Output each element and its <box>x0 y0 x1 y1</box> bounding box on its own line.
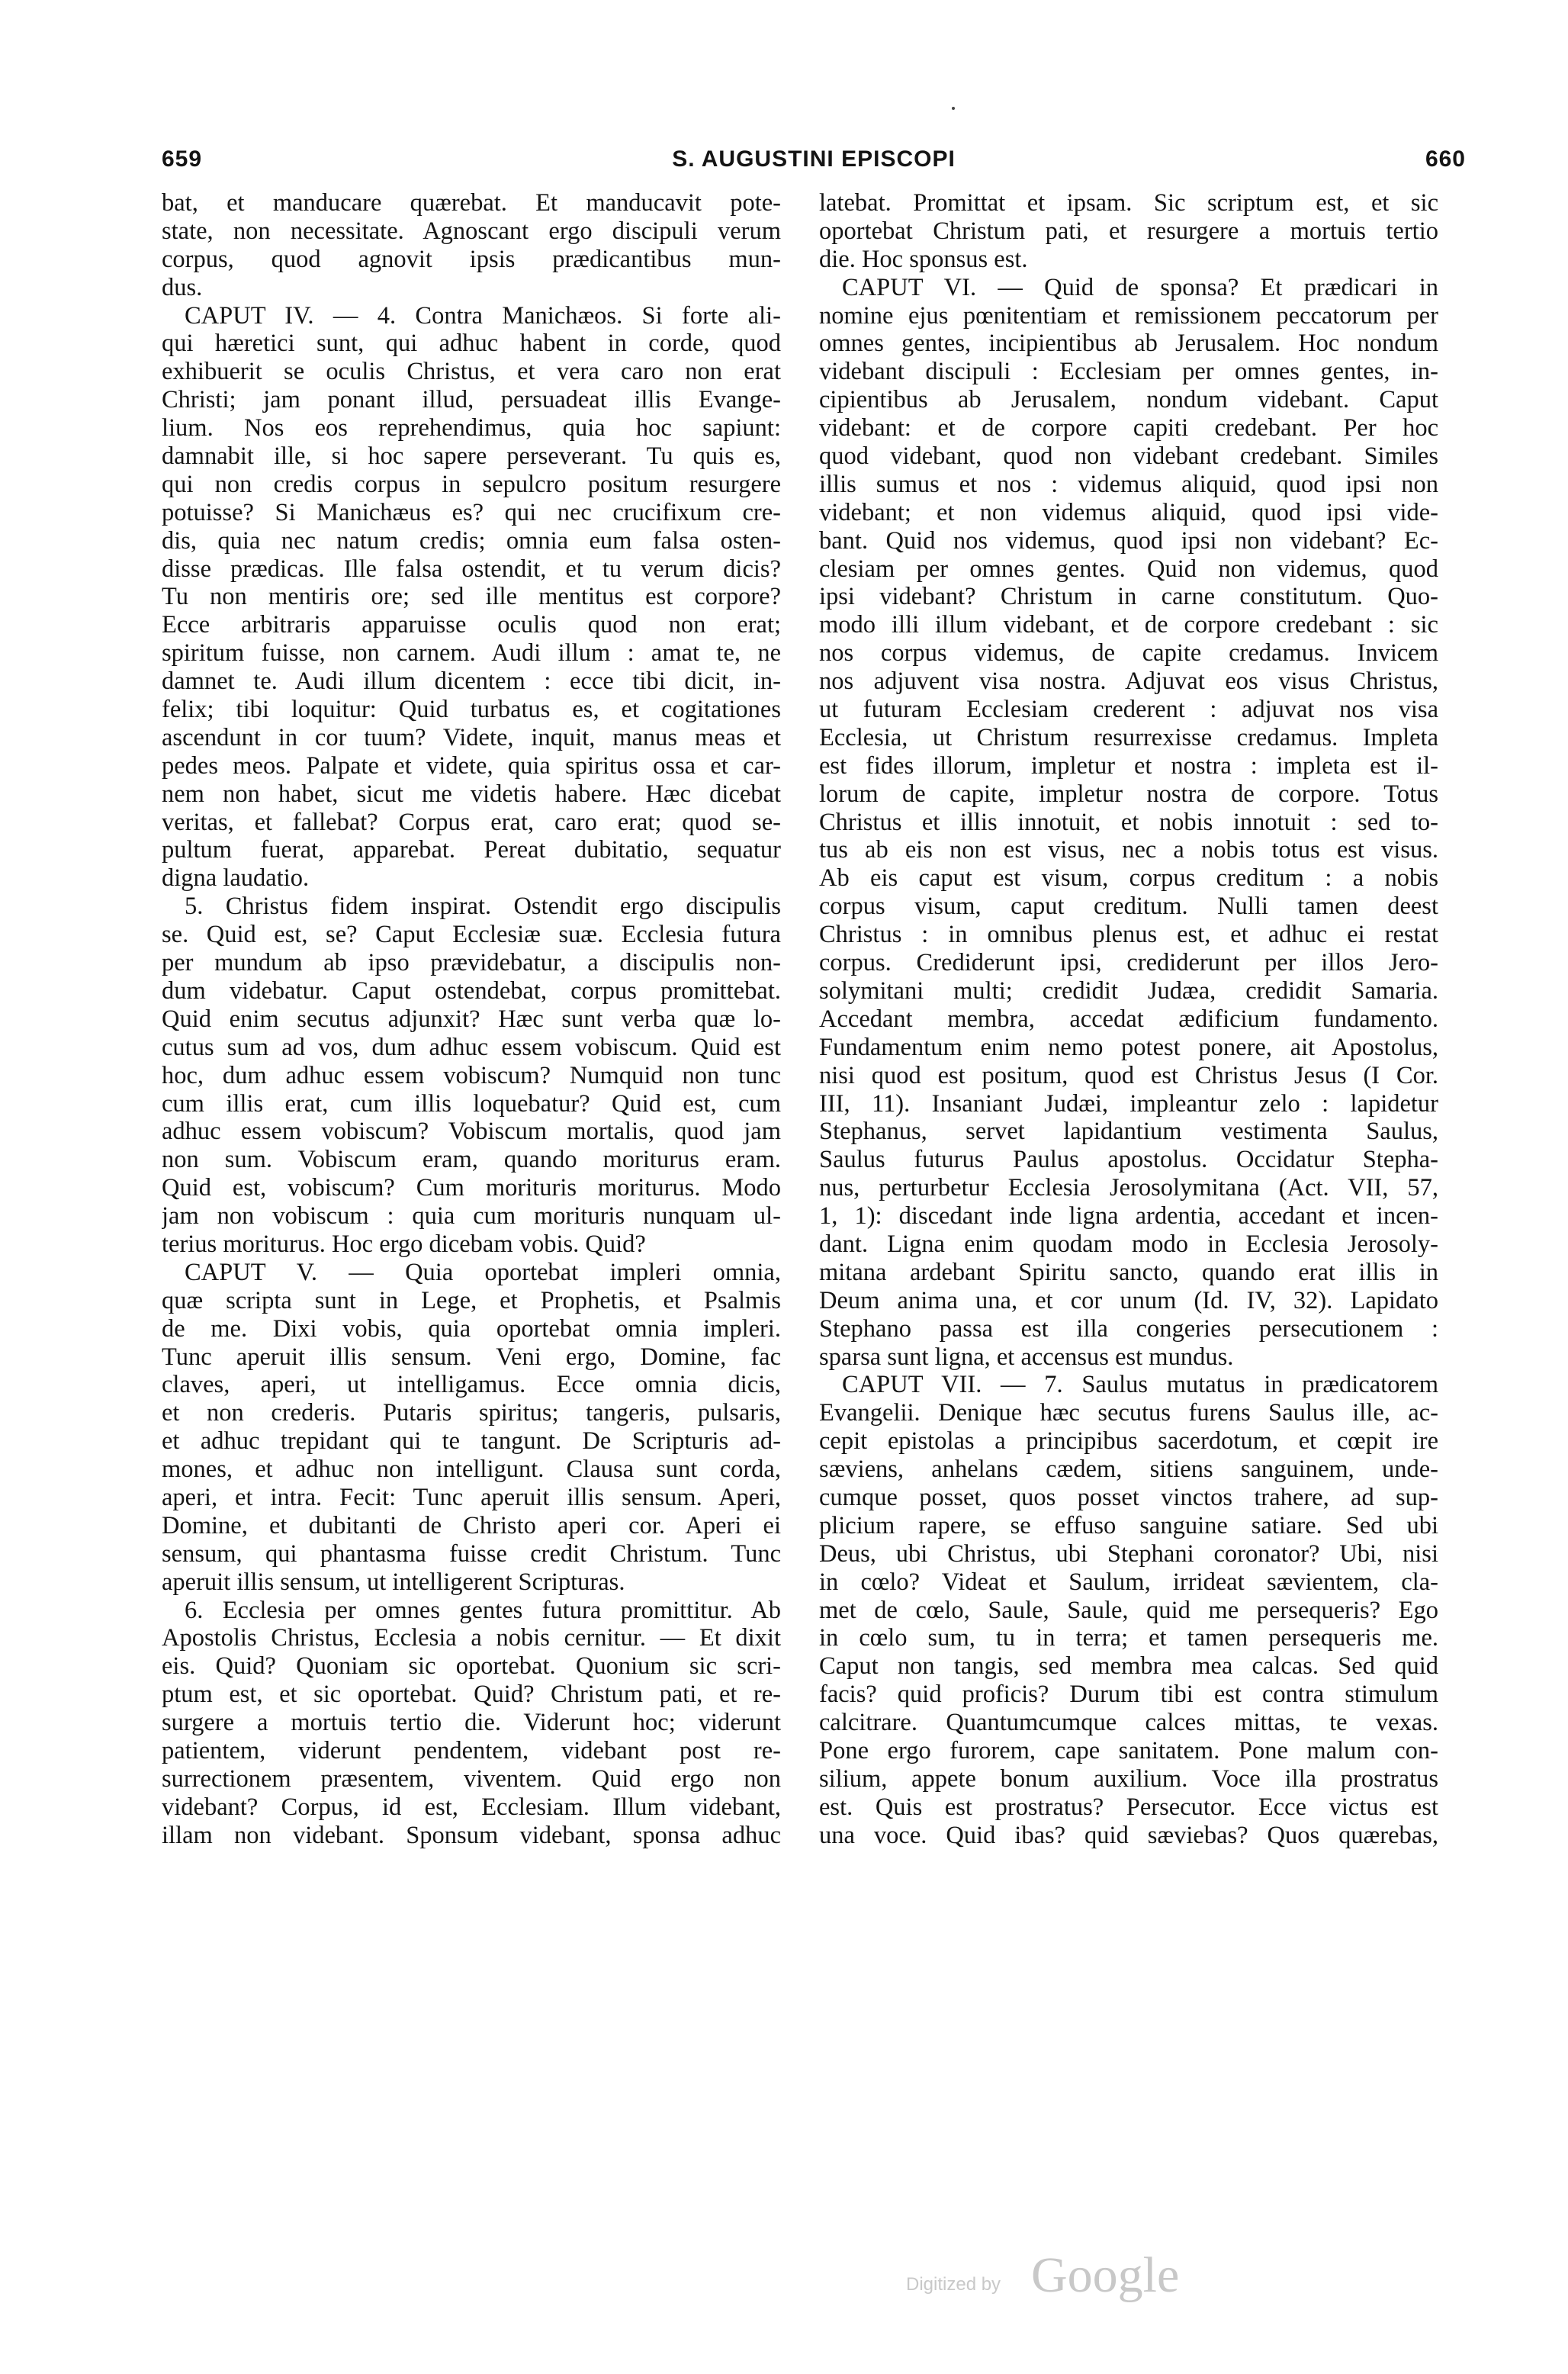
text-line: Pone ergo furorem, cape sanitatem. Pone malum con- <box>819 1736 1438 1764</box>
right-page-number: 660 <box>1425 146 1466 172</box>
text-line: veritas, et fallebat? Corpus erat, caro erat; quod se- <box>162 808 781 836</box>
text-line: corpus, quod agnovit ipsis prædicantibus mun- <box>162 245 781 273</box>
text-line: facis? quid proficis? Durum tibi est contra stimulum <box>819 1681 1438 1709</box>
text-line: pedes meos. Palpate et videte, quia spiritus ossa et car- <box>162 751 781 780</box>
text-line: Christus : in omnibus plenus est, et adhuc ei restat <box>819 921 1438 949</box>
text-line: lorum de capite, impletur nostra de corpore. Totus <box>819 780 1438 808</box>
text-line: dum videbatur. Caput ostendebat, corpus promittebat. <box>162 976 781 1005</box>
text-line: CAPUT V. — Quia oportebat impleri omnia, <box>185 1258 781 1286</box>
text-line: clesiam per omnes gentes. Quid non videmus, quod <box>819 555 1438 583</box>
text-line: 1, 1): discedant inde ligna ardentia, accedant et incen- <box>819 1202 1438 1230</box>
text-line: patientem, viderunt pendentem, videbant post re- <box>162 1736 781 1764</box>
text-line: calcitrare. Quantumcumque calces mittas, te vexas. <box>819 1709 1438 1737</box>
google-logo: Google <box>1031 2247 1180 2303</box>
text-line: modo illi illum videbant, et de corpore credebant : sic <box>819 611 1438 639</box>
text-line: 6. Ecclesia per omnes gentes futura promittitur. Ab <box>185 1596 781 1624</box>
text-line: videbant: et de corpore capiti credebant. Per hoc <box>819 414 1438 442</box>
text-line: adhuc essem vobiscum? Vobiscum mortalis, quod jam <box>162 1118 781 1146</box>
text-line: qui non credis corpus in sepulcro positum resurgere <box>162 470 781 498</box>
text-line: quæ scripta sunt in Lege, et Prophetis, et Psalmis <box>162 1286 781 1314</box>
text-line: Christus et illis innotuit, et nobis innotuit : sed to- <box>819 808 1438 836</box>
text-line: dus. <box>162 273 203 301</box>
text-line: bant. Quid nos videmus, quod ipsi non videbant? Ec- <box>819 526 1438 555</box>
digitized-by-text: Digitized by <box>906 2274 1001 2295</box>
text-line: spiritum fuisse, non carnem. Audi illum : amat te, ne <box>162 639 781 667</box>
text-line: videbant? Corpus, id est, Ecclesiam. Illum videbant, <box>162 1793 781 1821</box>
text-line: Fundamentum enim nemo potest ponere, ait Apostolus, <box>819 1033 1438 1061</box>
text-line: bat, et manducare quærebat. Et manducavit pote- <box>162 189 781 217</box>
text-line: Accedant membra, accedat ædificium fundamento. <box>819 1005 1438 1033</box>
text-line: nisi quod est positum, quod est Christus Jesus (I Cor. <box>819 1061 1438 1089</box>
text-line: surrectionem præsentem, viventem. Quid ergo non <box>162 1764 781 1793</box>
text-line: corpus. Crediderunt ipsi, crediderunt per illos Jero- <box>819 949 1438 977</box>
text-line: solymitani multi; credidit Judæa, credidit Samaria. <box>819 976 1438 1005</box>
text-line: damnet te. Audi illum dicentem : ecce tibi dicit, in- <box>162 667 781 696</box>
text-line: 5. Christus fidem inspirat. Ostendit ergo discipulis <box>185 893 781 921</box>
text-line: damnabit ille, si hoc sapere perseverant. Tu quis es, <box>162 442 781 471</box>
text-line: Caput non tangis, sed membra mea calcas. Sed quid <box>819 1652 1438 1681</box>
text-line: Evangelii. Denique hæc secutus furens Saulus ille, ac- <box>819 1399 1438 1427</box>
text-line: surgere a mortuis tertio die. Viderunt hoc; viderunt <box>162 1709 781 1737</box>
text-line: lium. Nos eos reprehendimus, quia hoc sapiunt: <box>162 414 781 442</box>
text-line: omnes gentes, incipientibus ab Jerusalem. Hoc nondum <box>819 330 1438 358</box>
text-line: potuisse? Si Manichæus es? qui nec crucifixum cre- <box>162 498 781 526</box>
left-page-number: 659 <box>162 146 203 172</box>
text-line: Stephano passa est illa congeries persecutionem : <box>819 1314 1438 1343</box>
text-line: Apostolis Christus, Ecclesia a nobis cernitur. — Et dixit <box>162 1624 781 1652</box>
text-line: plicium rapere, se effuso sanguine satiare. Sed ubi <box>819 1511 1438 1539</box>
text-line: sæviens, anhelans cædem, sitiens sanguinem, unde- <box>819 1456 1438 1484</box>
text-line: disse prædicas. Ille falsa ostendit, et tu verum dicis? <box>162 555 781 583</box>
text-line: exhibuerit se oculis Christus, et vera caro non erat <box>162 358 781 386</box>
text-line: jam non vobiscum : quia cum morituris nunquam ul- <box>162 1202 781 1230</box>
text-line: Deum anima una, et cor unum (Id. IV, 32). Lapidato <box>819 1286 1438 1314</box>
text-line: dis, quia nec natum credis; omnia eum falsa osten- <box>162 526 781 555</box>
right-text-column <box>819 189 1438 1850</box>
text-line: corpus visum, caput creditum. Nulli tamen deest <box>819 893 1438 921</box>
text-line: in cœlo sum, tu in terra; et tamen persequeris me. <box>819 1624 1438 1652</box>
text-line: Ab eis caput est visum, corpus creditum : a nobis <box>819 864 1438 893</box>
text-line: illam non videbant. Sponsum videbant, sponsa adhuc <box>162 1821 781 1849</box>
text-line: Domine, et dubitanti de Christo aperi cor. Aperi ei <box>162 1511 781 1539</box>
left-text-column <box>162 189 781 1850</box>
text-line: Stephanus, servet lapidantium vestimenta Saulus, <box>819 1118 1438 1146</box>
text-line: pultum fuerat, apparebat. Pereat dubitatio, sequatur <box>162 836 781 864</box>
text-line: met de cœlo, Saule, Saule, quid me persequeris? Ego <box>819 1596 1438 1624</box>
text-line: qui hæretici sunt, qui adhuc habent in corde, quod <box>162 330 781 358</box>
text-line: cutus sum ad vos, dum adhuc essem vobiscum. Quid est <box>162 1033 781 1061</box>
page-header <box>162 146 1466 183</box>
text-line: CAPUT VII. — 7. Saulus mutatus in prædicatorem <box>842 1371 1438 1399</box>
text-line: Ecclesia, ut Christum resurrexisse credamus. Impleta <box>819 723 1438 751</box>
text-line: ipsi videbant? Christum in carne constitutum. Quo- <box>819 583 1438 611</box>
text-line: nomine ejus pœnitentiam et remissionem peccatorum per <box>819 301 1438 330</box>
text-line: Christi; jam ponant illud, persuadeat illis Evange- <box>162 386 781 414</box>
text-line: cum illis erat, cum illis loquebatur? Quid est, cum <box>162 1089 781 1118</box>
text-line: claves, aperi, ut intelligamus. Ecce omnia dicis, <box>162 1371 781 1399</box>
text-line: Tu non mentiris ore; sed ille mentitus est corpore? <box>162 583 781 611</box>
text-line: die. Hoc sponsus est. <box>819 245 1028 273</box>
text-line: cepit epistolas a principibus sacerdotum, et cœpit ire <box>819 1427 1438 1456</box>
text-line: sensum, qui phantasma fuisse credit Christum. Tunc <box>162 1539 781 1568</box>
text-line: mones, et adhuc non intelligunt. Clausa sunt corda, <box>162 1456 781 1484</box>
text-line: dant. Ligna enim quodam modo in Ecclesia Jerosoly- <box>819 1230 1438 1258</box>
text-line: hoc, dum adhuc essem vobiscum? Numquid non tunc <box>162 1061 781 1089</box>
text-line: oportebat Christum pati, et resurgere a mortuis tertio <box>819 217 1438 245</box>
text-line: CAPUT IV. — 4. Contra Manichæos. Si forte ali- <box>185 301 781 330</box>
text-line: in cœlo? Videat et Saulum, irrideat sævientem, cla- <box>819 1568 1438 1596</box>
text-line: latebat. Promittat et ipsam. Sic scriptum est, et sic <box>819 189 1438 217</box>
text-line: Tunc aperuit illis sensum. Veni ergo, Domine, fac <box>162 1343 781 1371</box>
text-line: Quid enim secutus adjunxit? Hæc sunt verba quæ lo- <box>162 1005 781 1033</box>
text-line: videbant discipuli : Ecclesiam per omnes gentes, in- <box>819 358 1438 386</box>
text-line: videbant; et non videmus aliquid, quod ipsi vide- <box>819 498 1438 526</box>
text-line: ut futuram Ecclesiam crederent : adjuvat nos visa <box>819 696 1438 724</box>
text-line: Deus, ubi Christus, ubi Stephani coronator? Ubi, nisi <box>819 1539 1438 1568</box>
text-line: una voce. Quid ibas? quid sæviebas? Quos quærebas, <box>819 1821 1438 1849</box>
text-line: Quid est, vobiscum? Cum morituris moriturus. Modo <box>162 1174 781 1202</box>
text-line: nos corpus videmus, de capite credamus. Invicem <box>819 639 1438 667</box>
text-line: aperi, et intra. Fecit: Tunc aperuit illis sensum. Aperi, <box>162 1483 781 1511</box>
text-line: et adhuc trepidant qui te tangunt. De Scripturis ad- <box>162 1427 781 1456</box>
text-line: felix; tibi loquitur: Quid turbatus es, et cogitationes <box>162 696 781 724</box>
text-line: ptum est, et sic oportebat. Quid? Christum pati, et re- <box>162 1681 781 1709</box>
text-line: terius moriturus. Hoc ergo dicebam vobis. Quid? <box>162 1230 646 1258</box>
text-line: eis. Quid? Quoniam sic oportebat. Quonium sic scri- <box>162 1652 781 1681</box>
text-line: de me. Dixi vobis, quia oportebat omnia impleri. <box>162 1314 781 1343</box>
text-line: non sum. Vobiscum eram, quando moriturus eram. <box>162 1146 781 1174</box>
text-line: state, non necessitate. Agnoscant ergo discipuli verum <box>162 217 781 245</box>
text-line: sparsa sunt ligna, et accensus est mundus. <box>819 1343 1234 1371</box>
running-title: S. AUGUSTINI EPISCOPI <box>672 146 956 172</box>
text-line: ascendunt in cor tuum? Videte, inquit, manus meas et <box>162 723 781 751</box>
text-line: se. Quid est, se? Caput Ecclesiæ suæ. Ecclesia futura <box>162 921 781 949</box>
stray-dot <box>952 107 955 110</box>
text-line: aperuit illis sensum, ut intelligerent Scripturas. <box>162 1568 625 1596</box>
text-line: et non crederis. Putaris spiritus; tangeris, pulsaris, <box>162 1399 781 1427</box>
text-line: silium, appete bonum auxilium. Voce illa prostratus <box>819 1764 1438 1793</box>
text-line: est fides illorum, impletur et nostra : impleta est il- <box>819 751 1438 780</box>
text-line: III, 11). Insaniant Judæi, impleantur zelo : lapidetur <box>819 1089 1438 1118</box>
google-watermark <box>906 2247 1196 2308</box>
text-line: nem non habet, sicut me videtis habere. Hæc dicebat <box>162 780 781 808</box>
text-line: cipientibus ab Jerusalem, nondum videbant. Caput <box>819 386 1438 414</box>
text-line: nus, perturbetur Ecclesia Jerosolymitana (Act. VII, 57, <box>819 1174 1438 1202</box>
text-line: Saulus futurus Paulus apostolus. Occidatur Stepha- <box>819 1146 1438 1174</box>
text-line: Ecce arbitraris apparuisse oculis quod non erat; <box>162 611 781 639</box>
text-line: nos adjuvent visa nostra. Adjuvat eos visus Christus, <box>819 667 1438 696</box>
text-line: cumque posset, quos posset vinctos trahere, ad sup- <box>819 1483 1438 1511</box>
text-line: CAPUT VI. — Quid de sponsa? Et prædicari in <box>842 273 1438 301</box>
text-line: mitana ardebant Spiritu sancto, quando erat illis in <box>819 1258 1438 1286</box>
text-line: tus ab eis non est visus, nec a nobis totus est visus. <box>819 836 1438 864</box>
text-line: illis sumus et nos : videmus aliquid, quod ipsi non <box>819 470 1438 498</box>
text-line: est. Quis est prostratus? Persecutor. Ecce victus est <box>819 1793 1438 1821</box>
text-line: quod videbant, quod non videbant credebant. Similes <box>819 442 1438 471</box>
text-line: digna laudatio. <box>162 864 310 893</box>
text-line: per mundum ab ipso prævidebatur, a discipulis non- <box>162 949 781 977</box>
